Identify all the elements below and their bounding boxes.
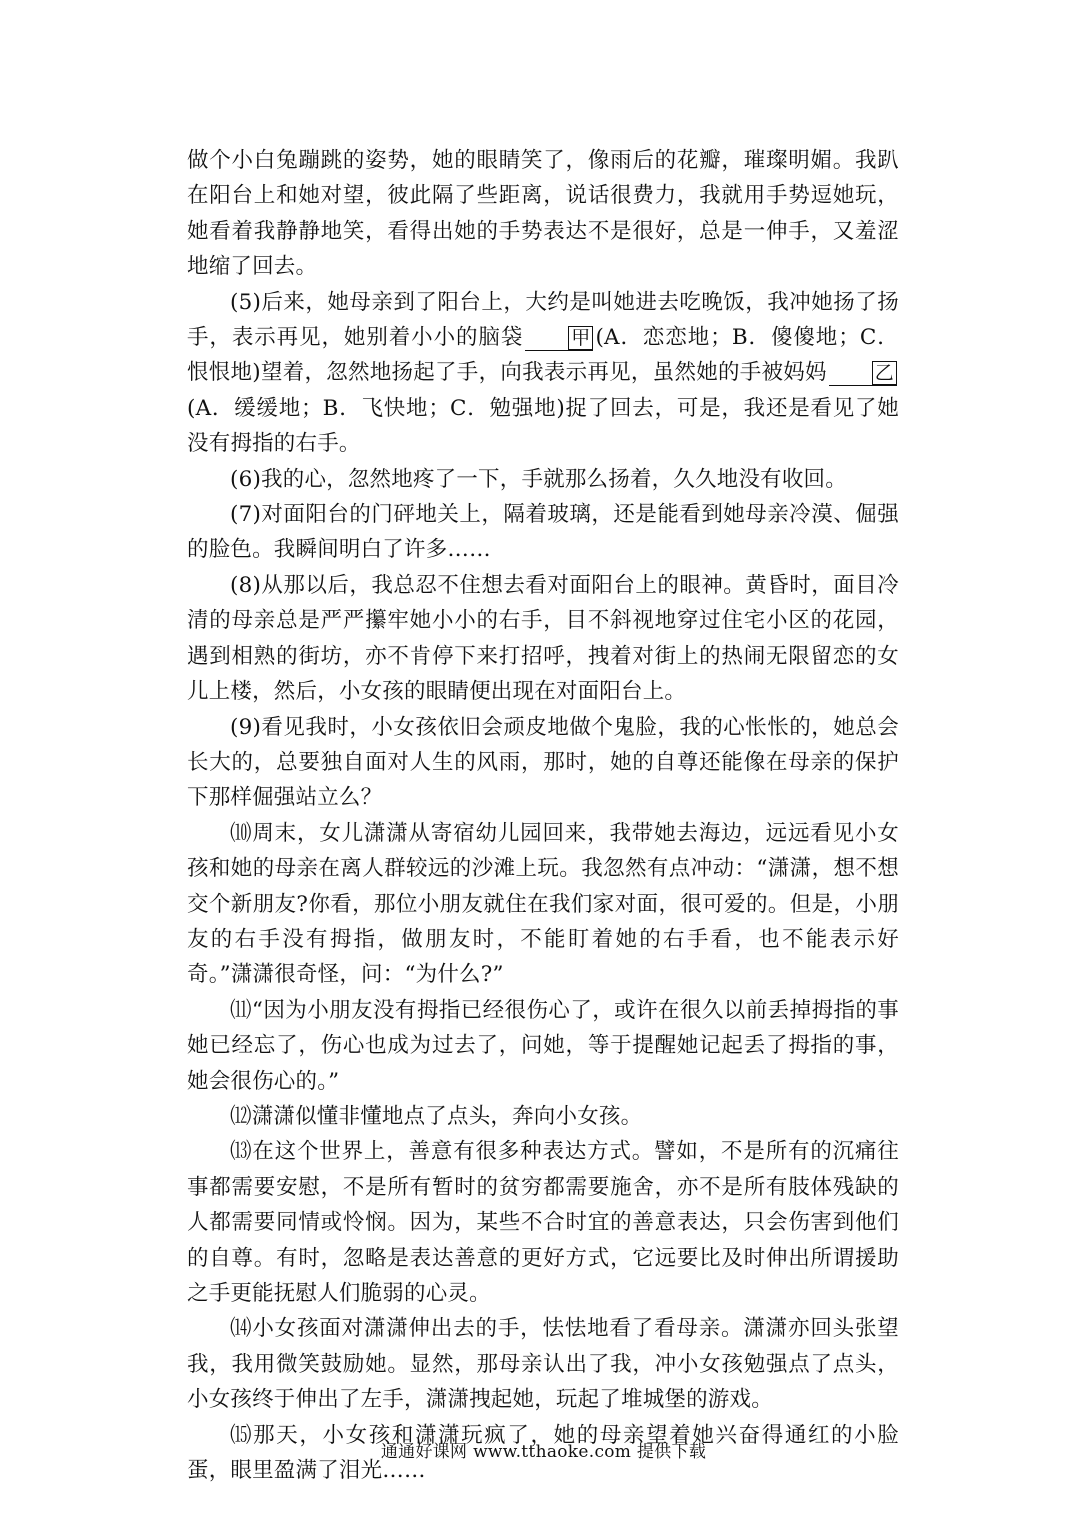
- paragraph-7: (7)对面阳台的门砰地关上，隔着玻璃，还是能看到她母亲冷漠、倔强的脸色。我瞬间明白了许多……: [187, 502, 899, 563]
- article-body: [187, 143, 899, 1488]
- blank-jia: [525, 326, 593, 351]
- paragraph-5-part1: (5)后来，她母亲到了阳台上，大约是叫她进去吃晚饭，我冲她扬了扬手，表示再见，她别着小小的脑袋: [187, 289, 899, 351]
- paragraph-9: (9)看见我时，小女孩依旧会顽皮地做个鬼脸，我的心怅怅的，她总会长大的，总要独自面对人生的风雨，那时，她的自尊还能像在母亲的保护下那样倔强站立么？: [187, 714, 899, 811]
- paragraph-14: ⒁小女孩面对潇潇伸出去的手，怯怯地看了看母亲。潇潇亦回头张望我，我用微笑鼓励她。显然，那母亲认出了我，冲小女孩勉强点了点头，小女孩终于伸出了左手，潇潇拽起她，玩起了堆城堡的游戏。: [187, 1316, 899, 1413]
- paragraph-8: (8)从那以后，我总忍不住想去看对面阳台上的眼神。黄昏时，面目冷清的母亲总是严严攥牢她小小的右手，目不斜视地穿过住宅小区的花园，遇到相熟的街坊，亦不肯停下来打招呼，拽着对街上的热闹无限留恋的女儿上楼，然后，小女孩的眼睛便出现在对面阳台上。: [187, 572, 899, 705]
- blank-yi-label: 乙: [872, 361, 897, 385]
- paragraph-11: ⑾“因为小朋友没有拇指已经很伤心了，或许在很久以前丢掉拇指的事她已经忘了，伤心也成为过去了，问她，等于提醒她记起丢了拇指的事，她会很伤心的。”: [187, 997, 899, 1094]
- paragraph-5-part3: (A．缓缓地；B．飞快地；C．勉强地)捉了回去，可是，我还是看见了她没有拇指的右手。: [187, 395, 899, 457]
- paragraph-10: ⑽周末，女儿潇潇从寄宿幼儿园回来，我带她去海边，远远看见小女孩和她的母亲在离人群较远的沙滩上玩。我忽然有点冲动：“潇潇，想不想交个新朋友?你看，那位小朋友就住在我们家对面，很可爱的。但是，小朋友的右手没有拇指，做朋友时，不能盯着她的右手看，也不能表示好奇。”潇潇很奇怪，问：“为什么?”: [187, 820, 899, 988]
- paragraph-13: ⒀在这个世界上，善意有很多种表达方式。譬如，不是所有的沉痛往事都需要安慰，不是所有暂时的贫穷都需要施舍，亦不是所有肢体残缺的人都需要同情或怜悯。因为，某些不合时宜的善意表达，只会伤害到他们的自尊。有时，忽略是表达善意的更好方式，它远要比及时伸出所谓援助之手更能抚慰人们脆弱的心灵。: [187, 1139, 899, 1306]
- blank-yi: [829, 361, 897, 386]
- paragraph-6: (6)我的心，忽然地疼了一下，手就那么扬着，久久地没有收回。: [230, 466, 847, 492]
- paragraph-4-continued: 做个小白兔蹦跳的姿势，她的眼睛笑了，像雨后的花瓣，璀璨明媚。我趴在阳台上和她对望，彼此隔了些距离，说话很费力，我就用手势逗她玩，她看着我静静地笑，看得出她的手势表达不是很好，总是一伸手，又羞涩地缩了回去。: [187, 148, 899, 280]
- paragraph-15: ⒂那天，小女孩和潇潇玩疯了，她的母亲望着她兴奋得通红的小脸蛋，眼里盈满了泪光……: [187, 1422, 899, 1484]
- paragraph-5-part2: (A．恋恋地；B．傻傻地；C．恨恨地)望着，忽然地扬起了手，向我表示再见，虽然她的手被妈妈: [187, 325, 899, 386]
- paragraph-12: ⑿潇潇似懂非懂地点了点头，奔向小女孩。: [230, 1103, 643, 1129]
- paragraph-5: [187, 285, 899, 462]
- blank-jia-label: 甲: [568, 326, 593, 350]
- page-footer: 通通好课网 www.tthaoke.com 提供下载: [380, 1442, 707, 1462]
